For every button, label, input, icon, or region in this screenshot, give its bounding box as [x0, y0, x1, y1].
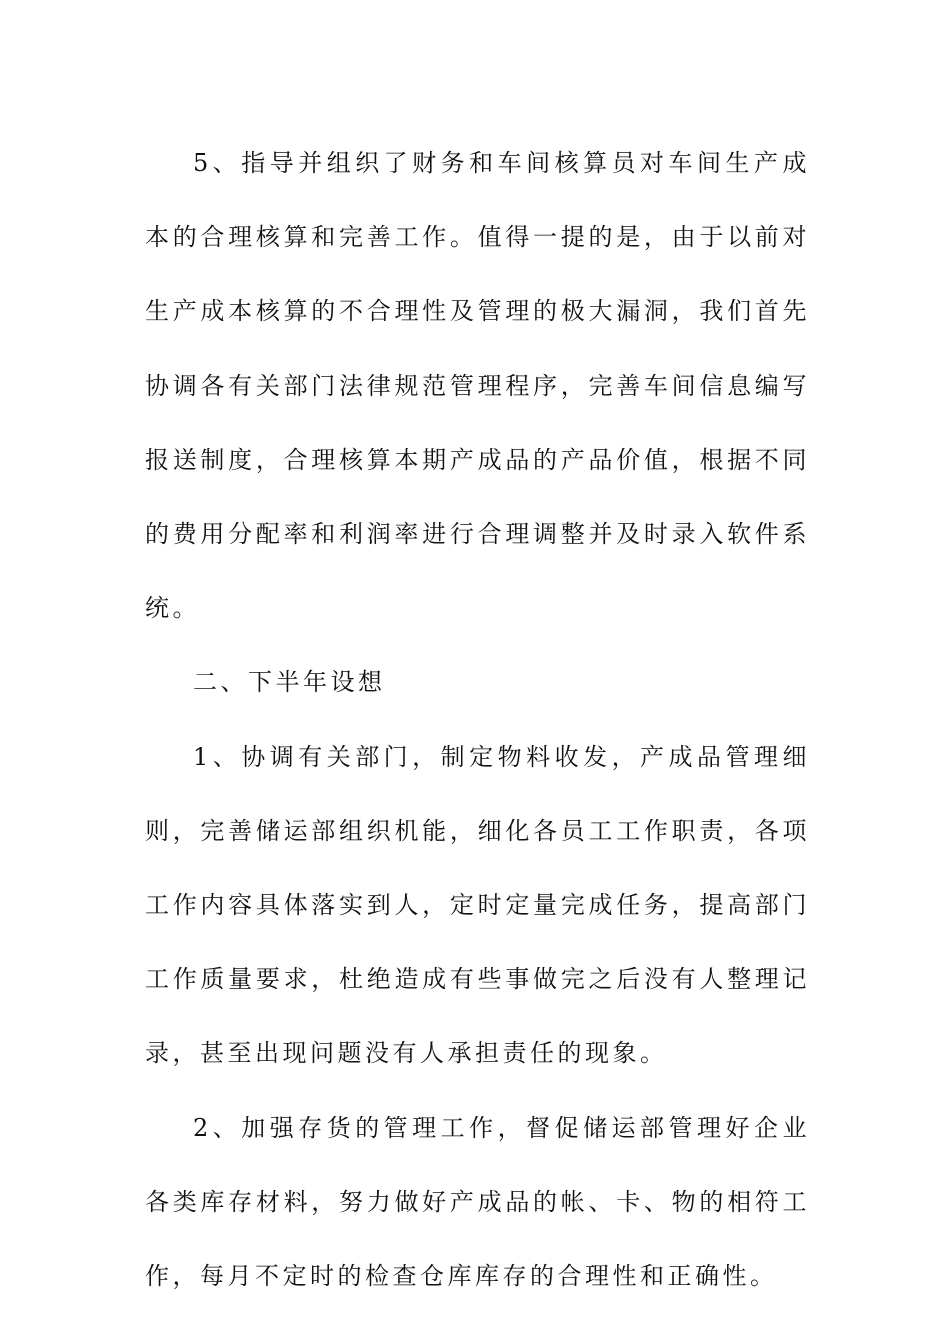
section-heading-second-half-plan: 二、下半年设想: [193, 668, 386, 697]
paragraph-cost-accounting: 5、指导并组织了财务和车间核算员对车间生产成本的合理核算和完善工作。值得一提的是，由于以前对生产成本核算的不合理性及管理的极大漏洞，我们首先协调各有关部门法律规范管理程序，完善车间信息编写报送制度，合理核算本期产成品的产品价值，根据不同的费用分配率和利润率进行合理调整并及时录入软件系统。: [145, 149, 810, 623]
paragraph-inventory-management: 2、加强存货的管理工作，督促储运部管理好企业各类库存材料，努力做好产成品的帐、卡、物的相符工作，每月不定时的检查仓库库存的合理性和正确性。: [145, 1113, 810, 1291]
paragraph-coordinate-departments: 1、协调有关部门，制定物料收发，产成品管理细则，完善储运部组织机能，细化各员工工作职责，各项工作内容具体落实到人，定时定量完成任务，提高部门工作质量要求，杜绝造成有些事做完之后没有人整理记录，甚至出现问题没有人承担责任的现象。: [145, 742, 810, 1068]
